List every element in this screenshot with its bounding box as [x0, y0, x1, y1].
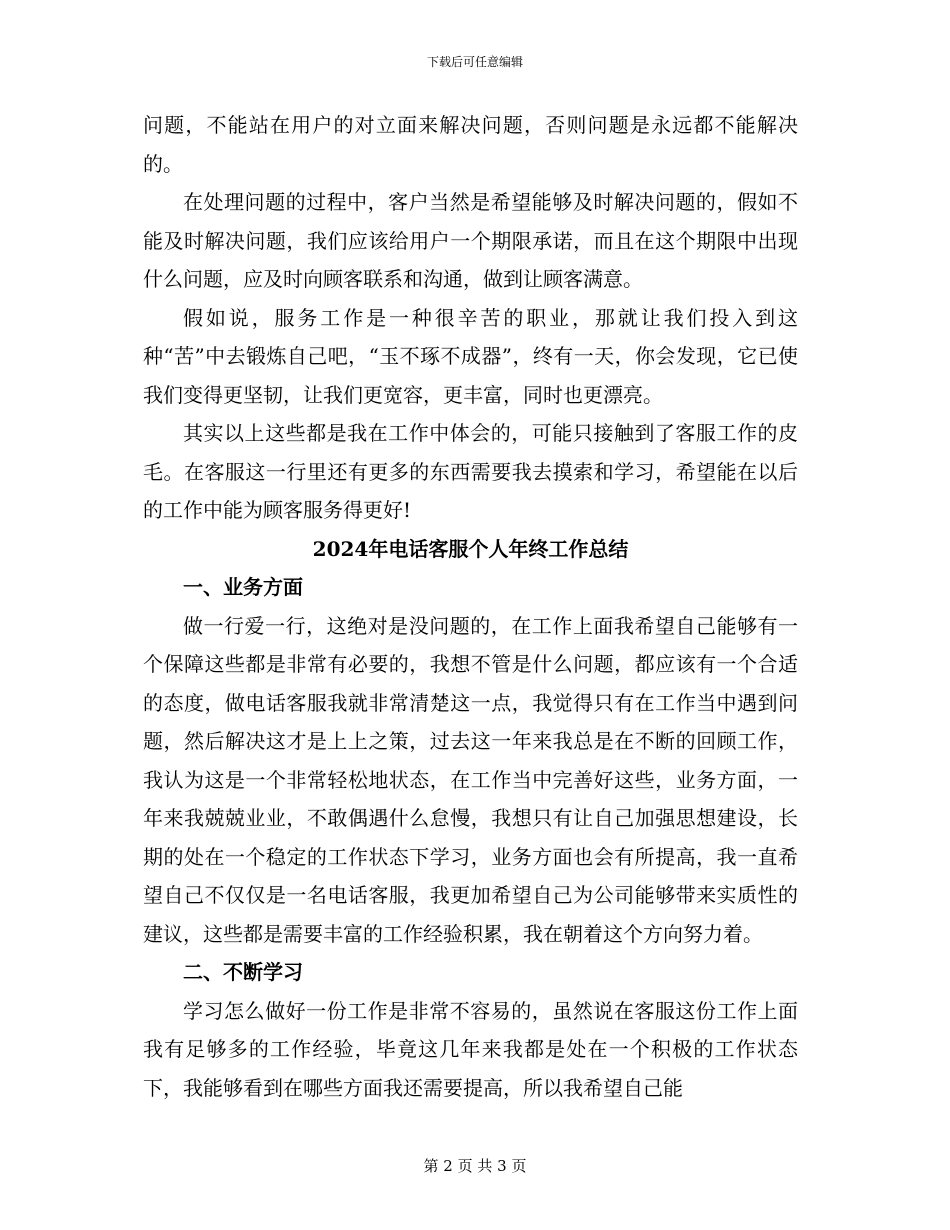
paragraph-service-work: 假如说，服务工作是一种很辛苦的职业，那就让我们投入到这种“苦”中去锻炼自己吧，“玉不琢不成器”，终有一天，你会发现，它已使我们变得更坚韧，让我们更宽容，更丰富，同时也更漂亮。: [143, 305, 798, 407]
page-header: 下载后可任意编辑: [426, 55, 523, 69]
paragraph-business: 做一行爱一行，这绝对是没问题的，在工作上面我希望自己能够有一个保障这些都是非常有必要的，我想不管是什么问题，都应该有一个合适的态度，做电话客服我就非常清楚这一点，我觉得只有在工作当中遇到问题，然后解决这才是上上之策，过去这一年来我总是在不断的回顾工作，我认为这是一个非常轻松地状态，在工作当中完善好这些，业务方面，一年来我兢兢业业，不敢偶遇什么怠慢，我想只有让自己加强思想建设，长期的处在一个稳定的工作状态下学习，业务方面也会有所提高，我一直希望自己不仅仅是一名电话客服，我更加希望自己为公司能够带来实质性的建议，这些都是需要丰富的工作经验积累，我在朝着这个方向努力着。: [143, 613, 798, 946]
document-body: [143, 106, 798, 1107]
section-heading-learning: 二、不断学习: [183, 960, 303, 984]
page-footer: 第 2 页 共 3 页: [423, 1157, 527, 1175]
paragraph-experience: 其实以上这些都是我在工作中体会的，可能只接触到了客服工作的皮毛。在客服这一行里还有更多的东西需要我去摸索和学习，希望能在以后的工作中能为顾客服务得更好!: [143, 421, 798, 522]
paragraph-continued: 问题，不能站在用户的对立面来解决问题，否则问题是永远都不能解决的。: [143, 113, 798, 176]
paragraph-handling-problems: 在处理问题的过程中，客户当然是希望能够及时解决问题的，假如不能及时解决问题，我们应该给用户一个期限承诺，而且在这个期限中出现什么问题，应及时向顾客联系和沟通，做到让顾客满意。: [143, 190, 798, 291]
section-heading-business: 一、业务方面: [183, 575, 303, 599]
paragraph-learning: 学习怎么做好一份工作是非常不容易的，虽然说在客服这份工作上面我有足够多的工作经验，毕竟这几年来我都是处在一个积极的工作状态下，我能够看到在哪些方面我还需要提高，所以我希望自己能: [143, 998, 798, 1100]
document-title: 2024年电话客服个人年终工作总结: [312, 536, 629, 561]
